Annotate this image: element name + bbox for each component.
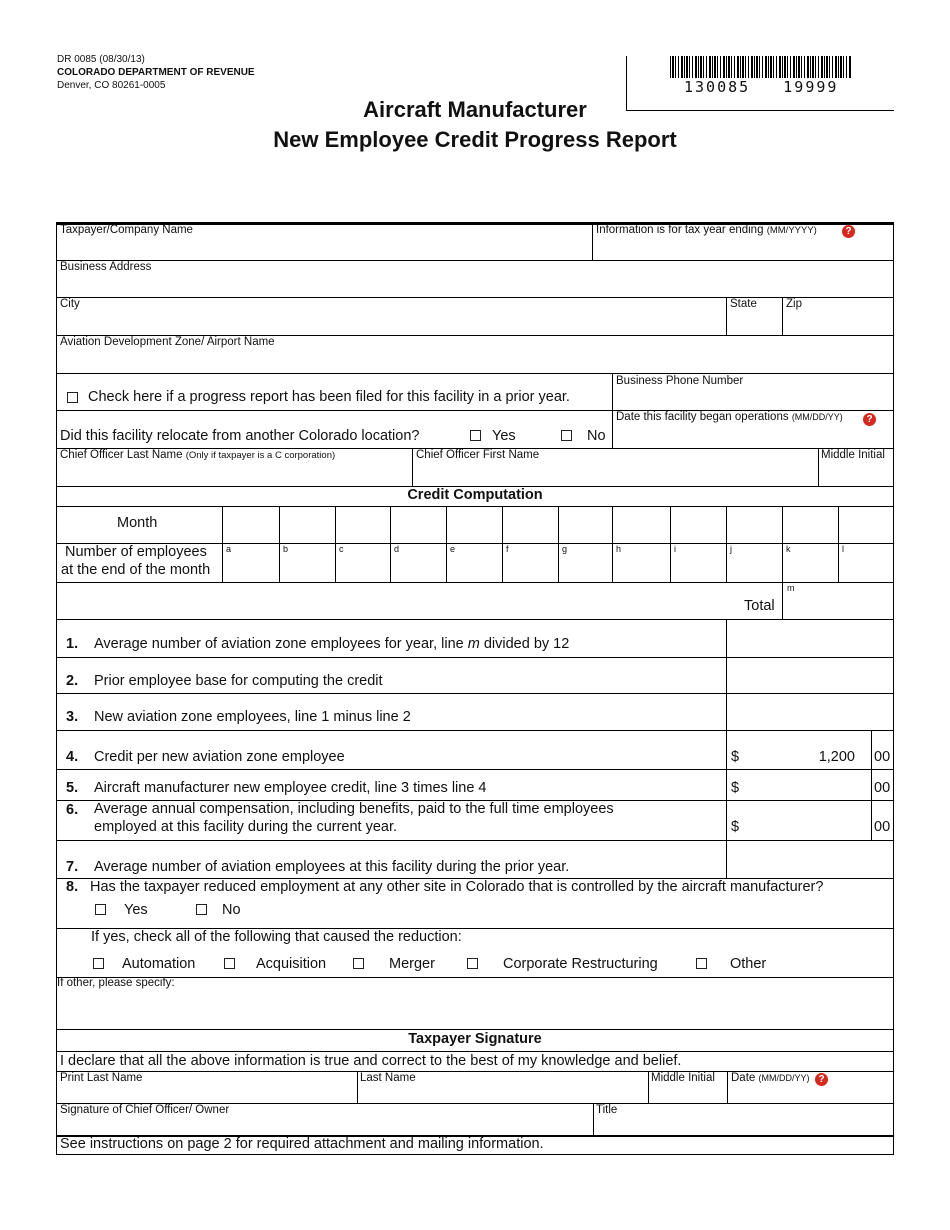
- line-4-currency: $: [731, 749, 740, 765]
- relocate-yes-label: Yes: [492, 428, 516, 444]
- city-field[interactable]: [57, 298, 725, 335]
- other-label: Other: [730, 956, 767, 972]
- prior-report-checkbox[interactable]: [67, 392, 78, 403]
- month-input[interactable]: [839, 507, 893, 542]
- line-4-number: 4.: [66, 749, 79, 765]
- zip-label: Zip: [786, 298, 802, 310]
- column-letter: c: [339, 544, 344, 554]
- column-letter: f: [506, 544, 509, 554]
- acquisition-label: Acquisition: [256, 956, 327, 972]
- form-id: DR 0085 (08/30/13): [57, 54, 145, 65]
- line-6-text-2: employed at this facility during the current year.: [94, 819, 398, 835]
- line-5-text: Aircraft manufacturer new employee credit, line 3 times line 4: [94, 780, 487, 796]
- line-2-number: 2.: [66, 673, 79, 689]
- city-label: City: [60, 298, 80, 310]
- line-5-field[interactable]: [742, 770, 870, 800]
- relocate-yes-checkbox[interactable]: [470, 430, 481, 441]
- reduction-question: If yes, check all of the following that caused the reduction:: [91, 929, 462, 945]
- merger-label: Merger: [389, 956, 435, 972]
- other-checkbox[interactable]: [696, 958, 707, 969]
- line-3-text: New aviation zone employees, line 1 minus line 2: [94, 709, 411, 725]
- signature-date-label: Date (MM/DD/YY): [731, 1072, 810, 1084]
- column-letter: b: [283, 544, 289, 554]
- state-label: State: [730, 298, 757, 310]
- began-ops-label: Date this facility began operations (MM/DD/YY): [616, 411, 843, 423]
- line-1-text: Average number of aviation zone employees for year, line m divided by 12: [94, 636, 570, 652]
- month-input[interactable]: [559, 507, 611, 542]
- print-last-name-label: Print Last Name: [60, 1072, 143, 1084]
- column-letter: i: [674, 544, 676, 554]
- line-4-amount: 1,200: [818, 749, 855, 765]
- line-8-no-checkbox[interactable]: [196, 904, 207, 915]
- line-6-field[interactable]: [742, 801, 870, 840]
- phone-label: Business Phone Number: [616, 375, 744, 387]
- relocate-no-label: No: [587, 428, 606, 444]
- chief-middle-label: Middle Initial: [821, 449, 885, 461]
- last-name-label: Last Name: [360, 1072, 416, 1084]
- signature-middle-label: Middle Initial: [651, 1072, 715, 1084]
- line-7-field[interactable]: [727, 841, 893, 878]
- month-label: Month: [117, 515, 158, 531]
- employees-label-2: at the end of the month: [61, 562, 211, 578]
- other-specify-label: If other, please specify:: [57, 977, 175, 989]
- other-specify-field[interactable]: [57, 990, 893, 1028]
- title-field[interactable]: [594, 1104, 893, 1135]
- employee-count-input[interactable]: [839, 544, 893, 581]
- aviation-zone-label: Aviation Development Zone/ Airport Name: [60, 336, 275, 348]
- line-2-field[interactable]: [727, 658, 893, 693]
- column-letter: l: [842, 544, 844, 554]
- credit-computation-heading: Credit Computation: [407, 487, 543, 503]
- department-address: Denver, CO 80261-0005: [57, 80, 166, 91]
- line-8-yes-checkbox[interactable]: [95, 904, 106, 915]
- acquisition-checkbox[interactable]: [224, 958, 235, 969]
- employee-count-input[interactable]: [223, 544, 278, 581]
- employee-count-input[interactable]: [391, 544, 445, 581]
- month-input[interactable]: [727, 507, 781, 542]
- column-letter: g: [562, 544, 568, 554]
- line-5-cents: 00: [874, 780, 891, 796]
- line-6-text-1: Average annual compensation, including benefits, paid to the full time employees: [94, 801, 614, 817]
- month-input[interactable]: [613, 507, 669, 542]
- column-letter: h: [616, 544, 622, 554]
- help-icon[interactable]: ?: [842, 225, 855, 238]
- column-letter: d: [394, 544, 400, 554]
- month-input[interactable]: [391, 507, 445, 542]
- month-input[interactable]: [223, 507, 278, 542]
- month-input[interactable]: [503, 507, 557, 542]
- automation-label: Automation: [122, 956, 196, 972]
- month-input[interactable]: [671, 507, 725, 542]
- tax-year-label: Information is for tax year ending (MM/YYYY): [596, 224, 817, 236]
- relocate-no-checkbox[interactable]: [561, 430, 572, 441]
- employee-count-input[interactable]: [671, 544, 725, 581]
- employee-count-input[interactable]: [613, 544, 669, 581]
- line-5-currency: $: [731, 780, 740, 796]
- line-1-number: 1.: [66, 636, 79, 652]
- line-6-number: 6.: [66, 802, 79, 818]
- employees-label-1: Number of employees: [65, 544, 207, 560]
- line-8-text: Has the taxpayer reduced employment at any other site in Colorado that is controlled by the aircraft manufacturer?: [90, 879, 824, 895]
- department-name: COLORADO DEPARTMENT OF REVENUE: [57, 67, 255, 78]
- business-address-label: Business Address: [60, 261, 152, 273]
- relocate-question: Did this facility relocate from another Colorado location?: [60, 428, 420, 444]
- automation-checkbox[interactable]: [93, 958, 104, 969]
- line-4-text: Credit per new aviation zone employee: [94, 749, 345, 765]
- chief-first-label: Chief Officer First Name: [416, 449, 540, 461]
- footer-note: See instructions on page 2 for required attachment and mailing information.: [60, 1136, 544, 1152]
- barcode-number: 130085 19999: [684, 78, 839, 96]
- signature-label: Signature of Chief Officer/ Owner: [60, 1104, 230, 1116]
- line-6-cents: 00: [874, 819, 891, 835]
- month-input[interactable]: [336, 507, 389, 542]
- merger-checkbox[interactable]: [353, 958, 364, 969]
- month-input[interactable]: [783, 507, 837, 542]
- prior-report-label: Check here if a progress report has been filed for this facility in a prior year.: [88, 389, 570, 405]
- taxpayer-name-label: Taxpayer/Company Name: [60, 224, 193, 236]
- employee-count-input[interactable]: [727, 544, 781, 581]
- line-3-number: 3.: [66, 709, 79, 725]
- column-letter: e: [450, 544, 456, 554]
- column-letter: k: [786, 544, 791, 554]
- line-5-number: 5.: [66, 780, 79, 796]
- barcode: [670, 56, 852, 78]
- employee-count-input[interactable]: [503, 544, 557, 581]
- form-title-line2: New Employee Credit Progress Report: [273, 127, 677, 152]
- line-8-no-label: No: [222, 902, 241, 918]
- total-field[interactable]: [783, 583, 893, 619]
- line-8-number: 8.: [66, 879, 79, 895]
- column-letter: a: [226, 544, 232, 554]
- line-1-field[interactable]: [727, 620, 893, 657]
- employee-count-input[interactable]: [280, 544, 334, 581]
- line-7-text: Average number of aviation employees at this facility during the prior year.: [94, 859, 570, 875]
- line-7-number: 7.: [66, 859, 79, 875]
- line-8-yes-label: Yes: [124, 902, 148, 918]
- line-4-cents: 00: [874, 749, 891, 765]
- line-3-field[interactable]: [727, 694, 893, 730]
- signature-heading: Taxpayer Signature: [408, 1031, 542, 1047]
- help-icon[interactable]: ?: [815, 1073, 828, 1086]
- column-letter: j: [730, 544, 732, 554]
- month-input[interactable]: [447, 507, 501, 542]
- corporate-restructuring-checkbox[interactable]: [467, 958, 478, 969]
- form-title-line1: Aircraft Manufacturer: [363, 97, 587, 122]
- line-2-text: Prior employee base for computing the credit: [94, 673, 383, 689]
- title-label: Title: [596, 1104, 618, 1116]
- line-6-currency: $: [731, 819, 740, 835]
- total-label: Total: [744, 598, 775, 614]
- employee-count-input[interactable]: [783, 544, 837, 581]
- employee-count-input[interactable]: [447, 544, 501, 581]
- help-icon[interactable]: ?: [863, 413, 876, 426]
- month-input[interactable]: [280, 507, 334, 542]
- corporate-restructuring-label: Corporate Restructuring: [503, 956, 658, 972]
- chief-last-label: Chief Officer Last Name (Only if taxpayer is a C corporation): [60, 449, 336, 461]
- declaration-text: I declare that all the above information is true and correct to the best of my knowledge and belief.: [60, 1053, 682, 1069]
- business-address-field[interactable]: [57, 261, 893, 297]
- total-letter: m: [787, 583, 795, 593]
